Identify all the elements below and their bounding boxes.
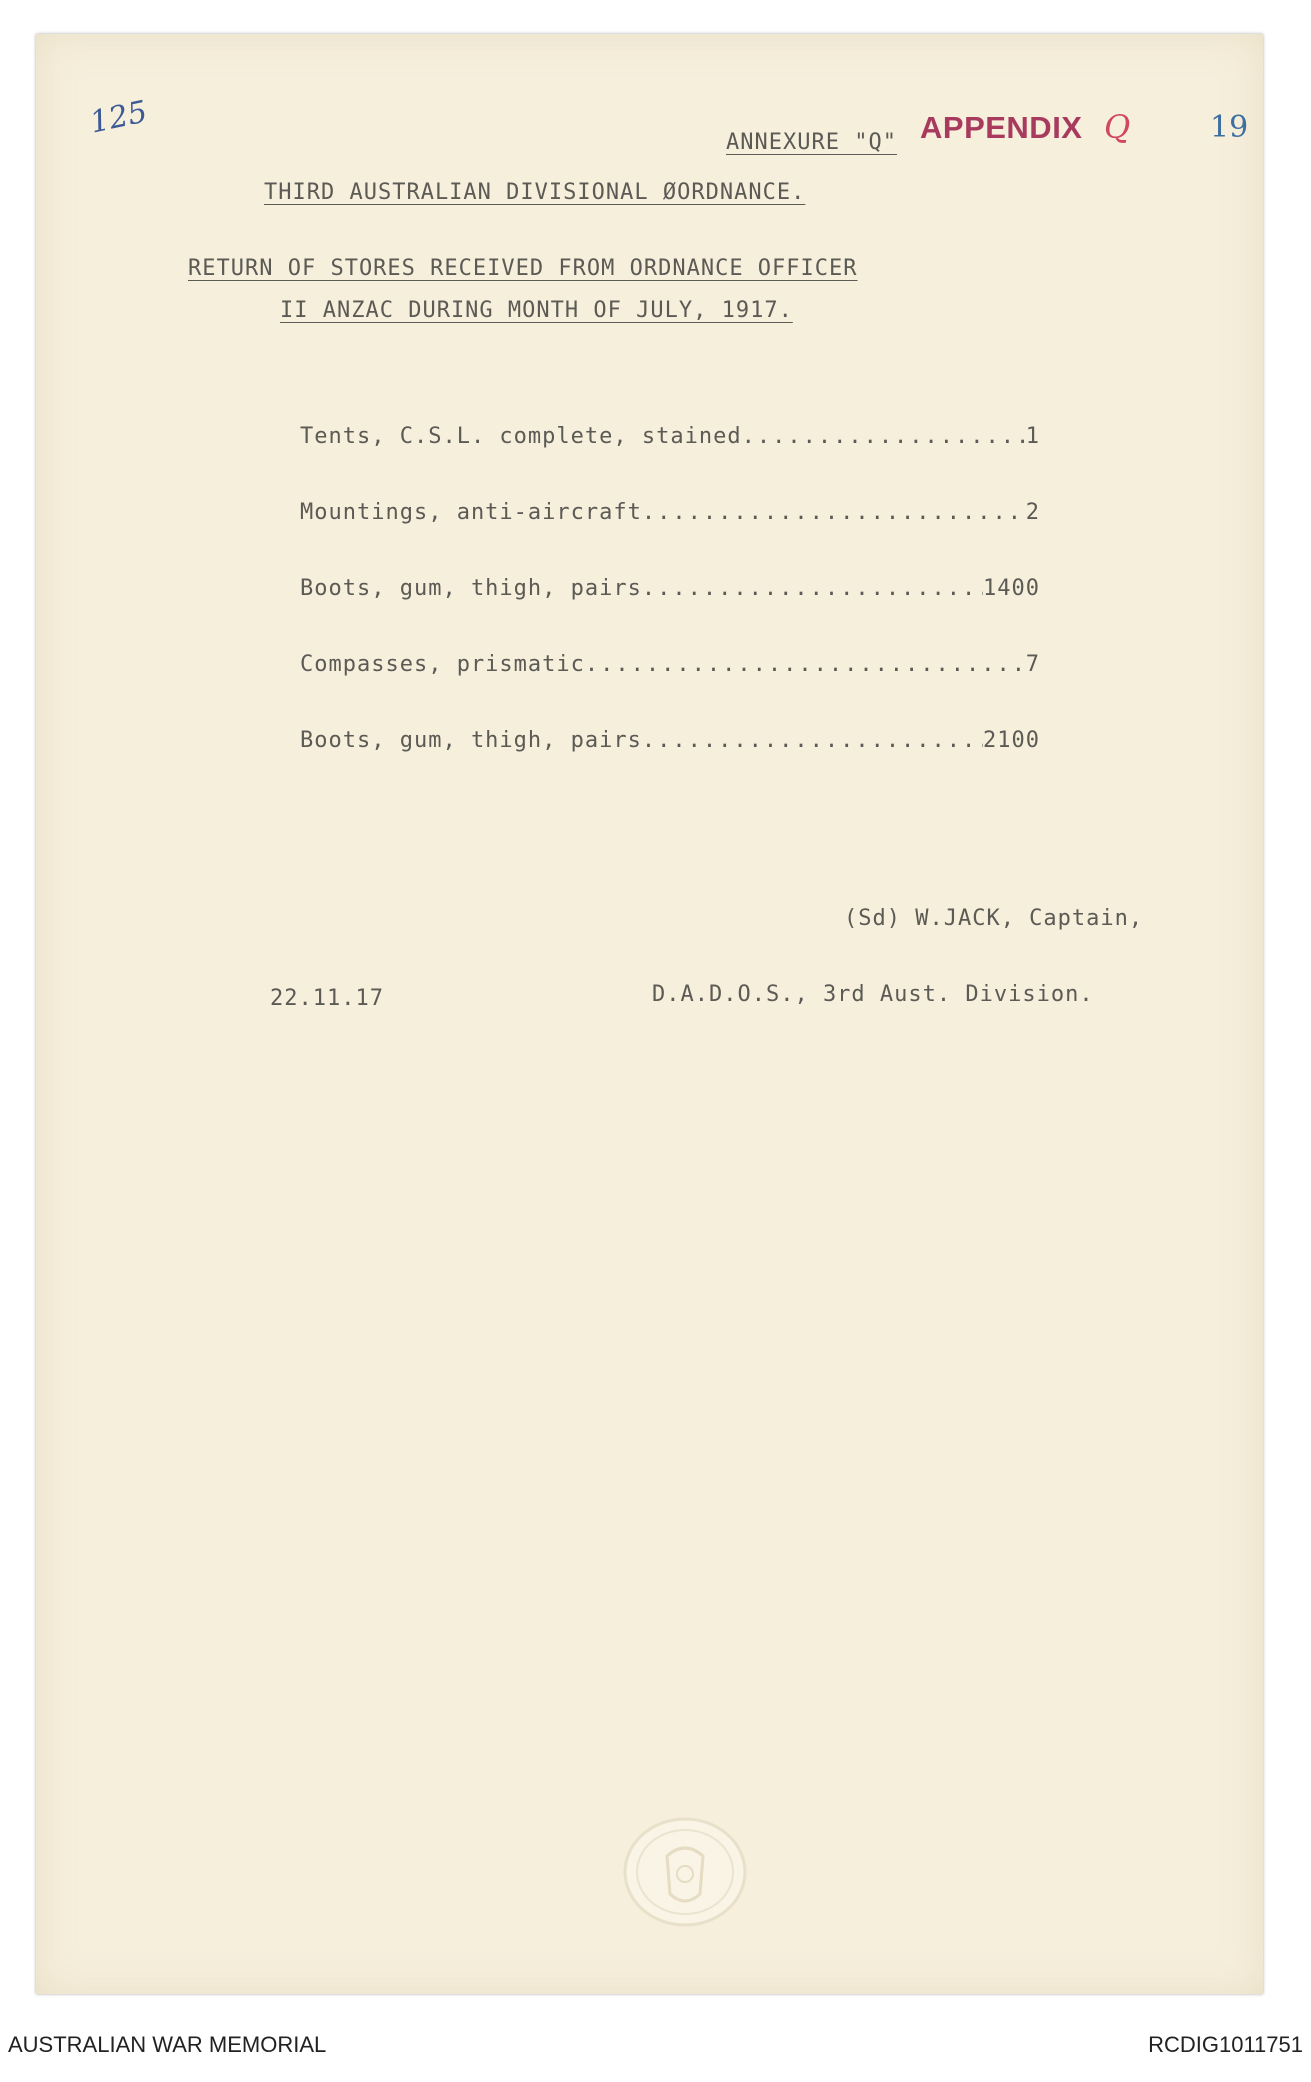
page-number: 19	[1210, 110, 1249, 145]
signatory-designation: D.A.D.O.S., 3rd Aust. Division.	[652, 982, 1094, 1007]
item-quantity: 2100	[983, 728, 1040, 753]
handwritten-folio-number: 125	[86, 94, 151, 141]
item-label: Boots, gum, thigh, pairs	[300, 728, 642, 753]
item-quantity: 1	[1025, 424, 1040, 449]
item-label: Tents, C.S.L. complete, stained	[300, 424, 742, 449]
signature-line: (Sd) W.JACK, Captain,	[844, 906, 1144, 931]
list-item	[300, 652, 1040, 677]
document-title-line-2: II ANZAC DURING MONTH OF JULY, 1917.	[280, 298, 793, 323]
list-item	[300, 424, 1040, 449]
item-label: Compasses, prismatic	[300, 652, 585, 677]
appendix-stamp-letter: Q	[1104, 108, 1131, 146]
list-item	[300, 500, 1040, 525]
item-label: Mountings, anti-aircraft	[300, 500, 642, 525]
document-page	[36, 34, 1263, 1994]
document-title-line-1: RETURN OF STORES RECEIVED FROM ORDNANCE OFFICER	[188, 256, 858, 281]
dot-leader	[742, 424, 1026, 449]
embossed-seal-icon	[622, 1816, 748, 1928]
dot-leader	[642, 500, 1026, 525]
item-label: Boots, gum, thigh, pairs	[300, 576, 642, 601]
footer-record-id: RCDIG1011751	[1148, 2032, 1303, 2057]
annexure-label: ANNEXURE "Q"	[726, 130, 897, 155]
dot-leader	[585, 652, 1026, 677]
list-item	[300, 576, 1040, 601]
item-quantity: 2	[1025, 500, 1040, 525]
list-item	[300, 728, 1040, 753]
item-quantity: 7	[1025, 652, 1040, 677]
document-date: 22.11.17	[270, 986, 384, 1011]
document-heading: THIRD AUSTRALIAN DIVISIONAL ØORDNANCE.	[264, 180, 806, 205]
dot-leader	[642, 576, 983, 601]
footer-credit: AUSTRALIAN WAR MEMORIAL	[8, 2032, 327, 2057]
dot-leader	[642, 728, 983, 753]
item-quantity: 1400	[983, 576, 1040, 601]
appendix-stamp: APPENDIX	[920, 110, 1083, 145]
